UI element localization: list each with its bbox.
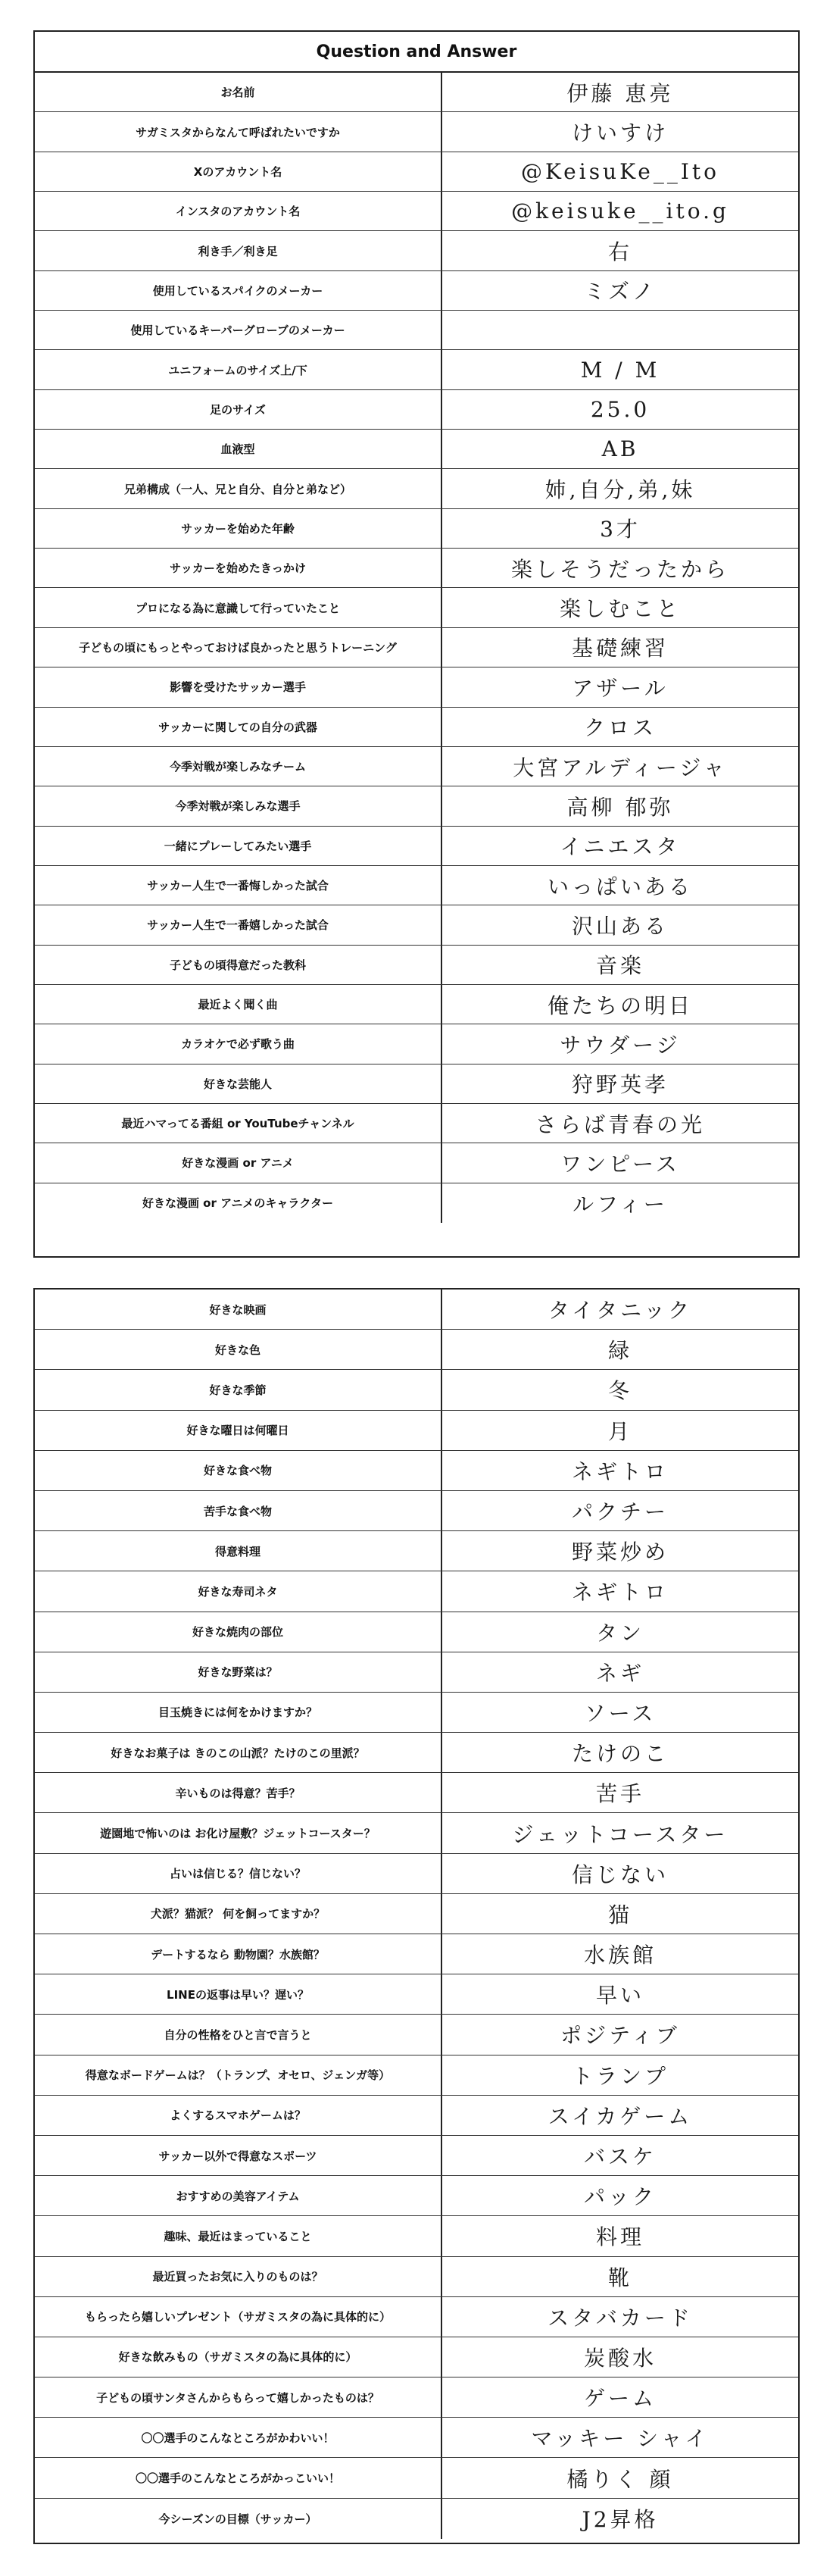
answer-cell: ポジティブ [560,2023,680,2049]
table-row [35,1491,798,1531]
table-row [35,2418,798,2458]
table-row [35,1773,798,1813]
question-cell: ユニフォームのサイズ上/下 [35,350,442,389]
answer-cell [442,311,798,349]
question-cell: 好きな映画 [35,1290,442,1329]
answer-cell: 緑 [607,1338,632,1364]
question-cell: カラオケで必ず歌う曲 [35,1024,442,1063]
table-row [35,2096,798,2136]
answer-cell: 狩野英孝 [571,1072,669,1098]
question-cell: 好きな野菜は？ [35,1652,442,1692]
question-cell: 今季対戦が楽しみなチーム [35,747,442,786]
title-row [35,32,798,73]
question-cell: デートするなら 動物園？水族館？ [35,1934,442,1974]
table-row [35,1064,798,1104]
question-cell: 辛いものは得意？苦手？ [35,1773,442,1812]
answer-cell: 大宮アルディージャ [513,755,728,780]
qa-table-2 [35,1290,798,2539]
question-cell: 子どもの頃得意だった教科 [35,946,442,984]
table-row [35,1411,798,1451]
question-cell: 好きな食べ物 [35,1451,442,1490]
answer-cell: M / M [580,357,660,383]
table-row [35,1370,798,1410]
question-cell: インスタのアカウント名 [35,192,442,230]
answer-cell: タイタニック [548,1298,693,1324]
answer-cell: たけのこ [571,1741,669,1767]
answer-cell: 楽しむこと [559,596,681,622]
question-cell: 得意料理 [35,1531,442,1571]
question-cell: お名前 [35,73,442,111]
answer-cell: 高柳 郁弥 [566,794,674,820]
answer-cell: 伊藤 恵亮 [566,80,674,106]
answer-cell: 橘りく 顔 [566,2466,674,2492]
table-row [35,2377,798,2418]
table-row [35,1143,798,1183]
table-row [35,350,798,389]
question-cell: 最近ハマってる番組 or YouTubeチャンネル [35,1104,442,1143]
answer-cell: 炭酸水 [583,2345,657,2371]
table-row [35,2499,798,2539]
table-row [35,1104,798,1143]
answer-cell: 基礎練習 [571,636,669,661]
table-row [35,628,798,667]
question-cell: 〇〇選手のこんなところがかっこいい！ [35,2458,442,2497]
answer-cell: ネギ [595,1660,644,1686]
table-row [35,1024,798,1064]
question-cell: 好きな焼肉の部位 [35,1612,442,1652]
answer-cell: パック [583,2184,657,2210]
answer-cell: ミズノ [583,279,657,305]
question-cell: サッカー人生で一番嬉しかった試合 [35,905,442,944]
table-row [35,708,798,747]
table-row [35,1612,798,1652]
question-cell: 好きな季節 [35,1370,442,1409]
question-cell: サッカーに関しての自分の武器 [35,708,442,746]
question-cell: 使用しているキーパーグローブのメーカー [35,311,442,349]
table-row [35,1934,798,1974]
answer-cell: 25.0 [590,396,650,422]
table-row [35,152,798,192]
answer-cell: 水族館 [583,1943,657,1968]
question-cell: 子どもの頃にもっとやっておけば良かったと思うトレーニング [35,628,442,667]
qa-table-1 [35,73,798,1223]
question-cell: 苦手な食べ物 [35,1491,442,1530]
question-cell: 占いは信じる？信じない？ [35,1854,442,1893]
table-row [35,192,798,231]
answer-cell: ジェットコースター [512,1821,728,1847]
table-row [35,905,798,945]
table-row [35,747,798,786]
question-cell: 今季対戦が楽しみな選手 [35,786,442,825]
answer-cell: 猫 [607,1902,632,1927]
question-cell: 子どもの頃サンタさんからもらって嬉しかったものは？ [35,2377,442,2417]
table-row [35,1733,798,1773]
table-row [35,946,798,985]
table-row [35,1571,798,1612]
answer-cell: 右 [607,239,632,265]
answer-cell: ルフィー [572,1191,668,1217]
answer-cell: 楽しそうだったから [510,556,729,582]
table-row [35,1451,798,1491]
question-cell: 遊園地で怖いのは お化け屋敷？ジェットコースター？ [35,1813,442,1852]
answer-cell: 沢山ある [571,913,669,939]
answer-cell: 3才 [600,517,641,542]
table-row [35,2458,798,2498]
table-row [35,1652,798,1693]
table-row [35,866,798,905]
answer-cell: 苦手 [595,1781,644,1807]
question-cell: Xのアカウント名 [35,152,442,191]
answer-cell: AB [601,436,639,462]
question-cell: 好きな漫画 or アニメのキャラクター [35,1183,442,1223]
table-row [35,1290,798,1330]
answer-cell: 姉,自分,弟,妹 [544,477,696,503]
question-cell: 好きな色 [35,1330,442,1369]
table-row [35,1531,798,1571]
question-cell: プロになる為に意識して行っていたこと [35,588,442,627]
answer-cell: 料理 [595,2224,644,2250]
answer-cell: 月 [607,1418,632,1444]
answer-cell: 信じない [571,1862,669,1887]
question-cell: サッカー人生で一番悔しかった試合 [35,866,442,905]
question-cell: 好きな飲みもの（サガミスタの為に具体的に） [35,2337,442,2377]
question-cell: サッカーを始めた年齢 [35,509,442,548]
answer-cell: ネギトロ [571,1580,669,1605]
answer-cell: パクチー [571,1499,669,1525]
table-row [35,2297,798,2337]
questionnaire-sheet-1 [33,30,800,1258]
answer-cell: マッキー シャイ [531,2426,710,2452]
answer-cell: ゲーム [583,2386,657,2412]
answer-cell: トランプ [571,2063,669,2089]
question-cell: サッカーを始めたきっかけ [35,549,442,587]
answer-cell: バスケ [583,2144,657,2170]
answer-cell: アザール [572,675,669,701]
answer-cell: クロス [583,715,657,741]
table-row [35,1813,798,1853]
question-cell: 好きな寿司ネタ [35,1571,442,1611]
questionnaire-sheet-2 [33,1288,800,2544]
question-cell: 〇〇選手のこんなところがかわいい！ [35,2418,442,2457]
question-cell: よくするスマホゲームは？ [35,2096,442,2135]
question-cell: 好きな芸能人 [35,1064,442,1103]
table-row [35,73,798,112]
question-cell: 目玉焼きには何をかけますか？ [35,1693,442,1732]
answer-cell: @keisuke__ito.g [511,199,729,224]
answer-cell: ネギトロ [571,1458,669,1484]
answer-cell: スタバカード [548,2305,693,2331]
question-cell: 好きなお菓子は きのこの山派？たけのこの里派？ [35,1733,442,1772]
answer-cell: ワンピース [560,1151,680,1177]
question-cell: LINEの返事は早い？遅い？ [35,1974,442,2014]
table-row [35,390,798,430]
answer-cell: 靴 [607,2265,632,2290]
table-row [35,1854,798,1894]
question-cell: 足のサイズ [35,390,442,429]
page-title: Question and Answer [316,42,517,61]
table-row [35,2136,798,2176]
table-row [35,231,798,270]
table-row [35,827,798,866]
answer-cell: サウダージ [560,1032,681,1058]
answer-cell: 音楽 [595,953,644,979]
answer-cell: イニエスタ [560,834,681,860]
answer-cell: 俺たちの明日 [547,993,693,1018]
table-row [35,2176,798,2216]
table-row [35,1693,798,1733]
table-row [35,786,798,826]
table-row [35,1974,798,2015]
table-row [35,112,798,152]
table-row [35,985,798,1024]
answer-cell: さらば青春の光 [535,1111,705,1137]
answer-cell: ソース [584,1700,657,1726]
answer-cell: 早い [595,1983,644,2009]
question-cell: サッカー以外で得意なスポーツ [35,2136,442,2175]
question-cell: 影響を受けたサッカー選手 [35,667,442,706]
answer-cell: 冬 [607,1378,632,1404]
question-cell: 一緒にプレーしてみたい選手 [35,827,442,865]
question-cell: 利き手／利き足 [35,231,442,270]
table-row [35,430,798,469]
table-row [35,1330,798,1370]
question-cell: 最近買ったお気に入りのものは？ [35,2257,442,2296]
answer-cell: J2昇格 [582,2507,659,2533]
question-cell: 今シーズンの目標（サッカー） [35,2499,442,2539]
answer-cell: タン [595,1620,644,1646]
question-cell: 得意なボードゲームは？（トランプ、オセロ、ジェンガ等） [35,2055,442,2095]
question-cell: サガミスタからなんて呼ばれたいですか [35,112,442,151]
table-row [35,2216,798,2256]
table-row [35,2257,798,2297]
table-row [35,311,798,350]
answer-cell: 野菜炒め [571,1540,669,1565]
table-row [35,588,798,627]
question-cell: おすすめの美容アイテム [35,2176,442,2215]
answer-cell: @KeisuKe__Ito [521,158,719,184]
table-row [35,2055,798,2096]
question-cell: 自分の性格をひと言で言うと [35,2015,442,2054]
table-row [35,509,798,549]
answer-cell: いっぱいある [547,874,693,899]
question-cell: 血液型 [35,430,442,468]
question-cell: 兄弟構成（一人、兄と自分、自分と弟など） [35,469,442,508]
answer-cell: けいすけ [571,120,669,146]
question-cell: 犬派？猫派？ 何を飼ってますか？ [35,1894,442,1934]
question-cell: 好きな漫画 or アニメ [35,1143,442,1182]
table-row [35,271,798,311]
table-row [35,469,798,508]
table-row [35,667,798,707]
table-row [35,2015,798,2055]
question-cell: 趣味、最近はまっていること [35,2216,442,2256]
answer-cell: スイカゲーム [548,2103,693,2129]
table-row [35,2337,798,2377]
table-row [35,1894,798,1934]
question-cell: もらったら嬉しいプレゼント（サガミスタの為に具体的に） [35,2297,442,2337]
question-cell: 最近よく聞く曲 [35,985,442,1024]
question-cell: 使用しているスパイクのメーカー [35,271,442,310]
question-cell: 好きな曜日は何曜日 [35,1411,442,1450]
table-row [35,1183,798,1223]
table-row [35,549,798,588]
